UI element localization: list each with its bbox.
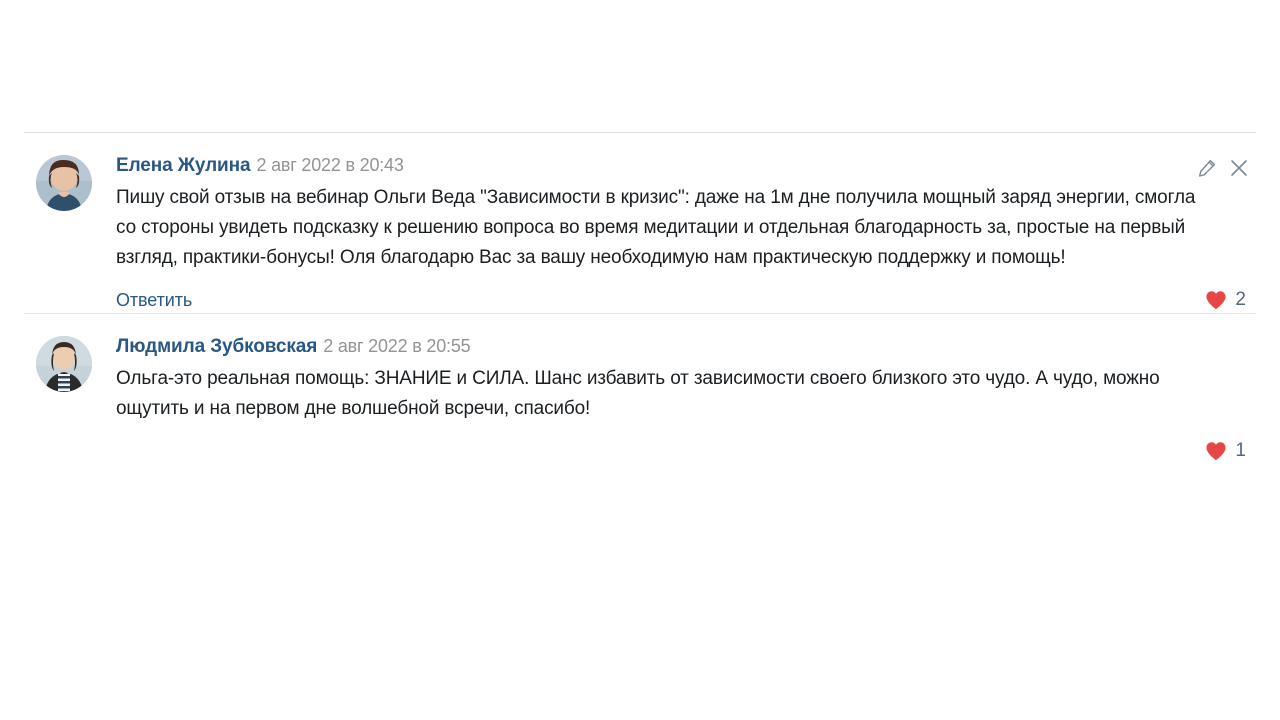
like-count: 2 bbox=[1235, 289, 1246, 310]
heart-icon[interactable] bbox=[1205, 290, 1227, 310]
heart-icon[interactable] bbox=[1205, 441, 1227, 461]
comment-timestamp[interactable]: 2 авг 2022 в 20:43 bbox=[256, 155, 404, 175]
like-block[interactable] bbox=[1205, 440, 1246, 462]
comment-controls bbox=[1198, 159, 1248, 177]
comment-body bbox=[116, 336, 1256, 468]
comment-author[interactable]: Людмила Зубковская bbox=[116, 336, 318, 357]
close-icon[interactable] bbox=[1230, 159, 1248, 177]
avatar[interactable] bbox=[36, 336, 92, 392]
comment-actions bbox=[116, 438, 1246, 464]
like-count: 1 bbox=[1235, 440, 1246, 461]
comment-meta bbox=[116, 336, 1196, 358]
avatar-wrapper bbox=[24, 336, 92, 392]
comment-item bbox=[24, 313, 1256, 468]
reply-link[interactable]: Ответить bbox=[116, 289, 193, 310]
comment-item bbox=[24, 132, 1256, 313]
viewport-clip bbox=[0, 510, 1280, 534]
pencil-icon[interactable] bbox=[1198, 159, 1216, 177]
comment-timestamp[interactable]: 2 авг 2022 в 20:55 bbox=[323, 336, 471, 356]
comments-list bbox=[24, 132, 1256, 468]
comment-meta bbox=[116, 155, 1196, 177]
comment-author[interactable]: Елена Жулина bbox=[116, 155, 251, 176]
comment-body bbox=[116, 155, 1256, 313]
comment-text: Ольга-это реальная помощь: ЗНАНИЕ и СИЛА. Шанс избавить от зависимости своего близкого это чудо. А чудо, можно ощутить и на первом дне волшебной всречи, спасибо! bbox=[116, 368, 1160, 419]
avatar-wrapper bbox=[24, 155, 92, 211]
comment-actions bbox=[116, 287, 1246, 313]
avatar[interactable] bbox=[36, 155, 92, 211]
like-block[interactable] bbox=[1205, 289, 1246, 311]
comment-text: Пишу свой отзыв на вебинар Ольги Веда "Зависимости в кризис": даже на 1м дне получила мощный заряд энергии, смогла со стороны увидеть подсказку к решению вопроса во время медитации и отдельная благодарность за, простые на первый взгляд, практики-бонусы! Оля благодарю Вас за вашу необходимую нам практическую поддержку и помощь! bbox=[116, 187, 1196, 268]
